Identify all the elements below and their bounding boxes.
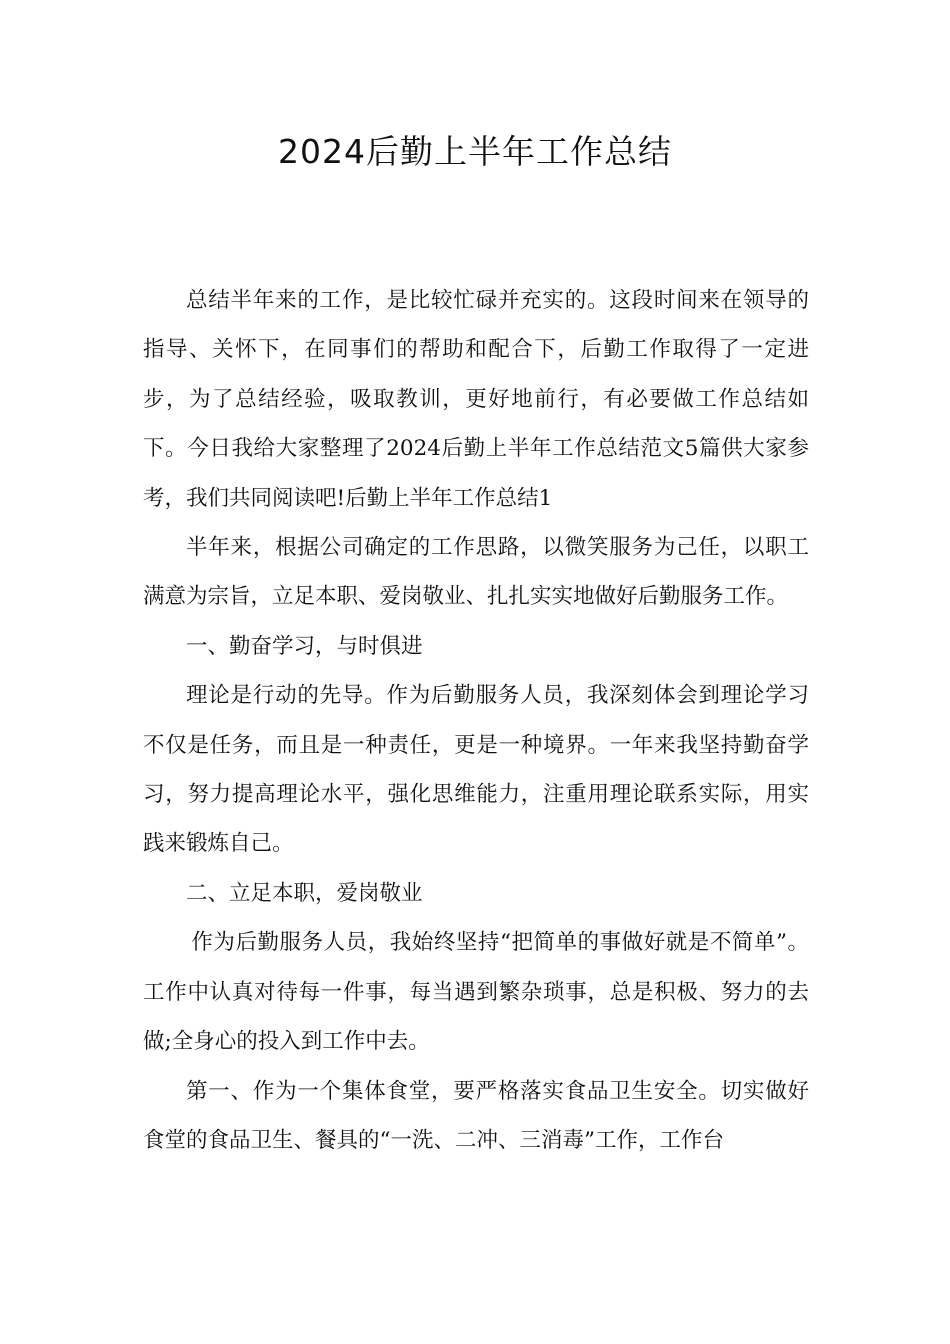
document-title: 2024后勤上半年工作总结 [278,132,672,171]
document-body [143,276,809,1165]
paragraph-canteen: 第一、作为一个集体食堂，要严格落实食品卫生安全。切实做好食堂的食品卫生、餐具的“一洗、二冲、三消毒”工作，工作台 [143,1078,809,1153]
paragraph-study: 理论是行动的先导。作为后勤服务人员，我深刻体会到理论学习不仅是任务，而且是一种责任，更是一种境界。一年来我坚持勤奋学习，努力提高理论水平，强化思维能力，注重用理论联系实际，用实践来锻炼自己。 [143,683,809,857]
paragraph-dedication: 作为后勤服务人员，我始终坚持“把简单的事做好就是不简单”。工作中认真对待每一件事，每当遇到繁杂琐事，总是积极、努力的去做;全身心的投入到工作中去。 [143,930,809,1055]
paragraph-intro: 总结半年来的工作，是比较忙碌并充实的。这段时间来在领导的指导、关怀下，在同事们的帮助和配合下，后勤工作取得了一定进步，为了总结经验，吸取教训，更好地前行，有必要做工作总结如下。今日我给大家整理了2024后勤上半年工作总结范文5篇供大家参考，我们共同阅读吧!后勤上半年工作总结1 [143,288,809,511]
section-heading-1: 一、勤奋学习，与时俱进 [186,633,423,659]
section-heading-2: 二、立足本职，爱岗敬业 [186,880,423,906]
paragraph-overview: 半年来，根据公司确定的工作思路，以微笑服务为己任，以职工满意为宗旨，立足本职、爱岗敬业、扎扎实实地做好后勤服务工作。 [143,535,809,610]
